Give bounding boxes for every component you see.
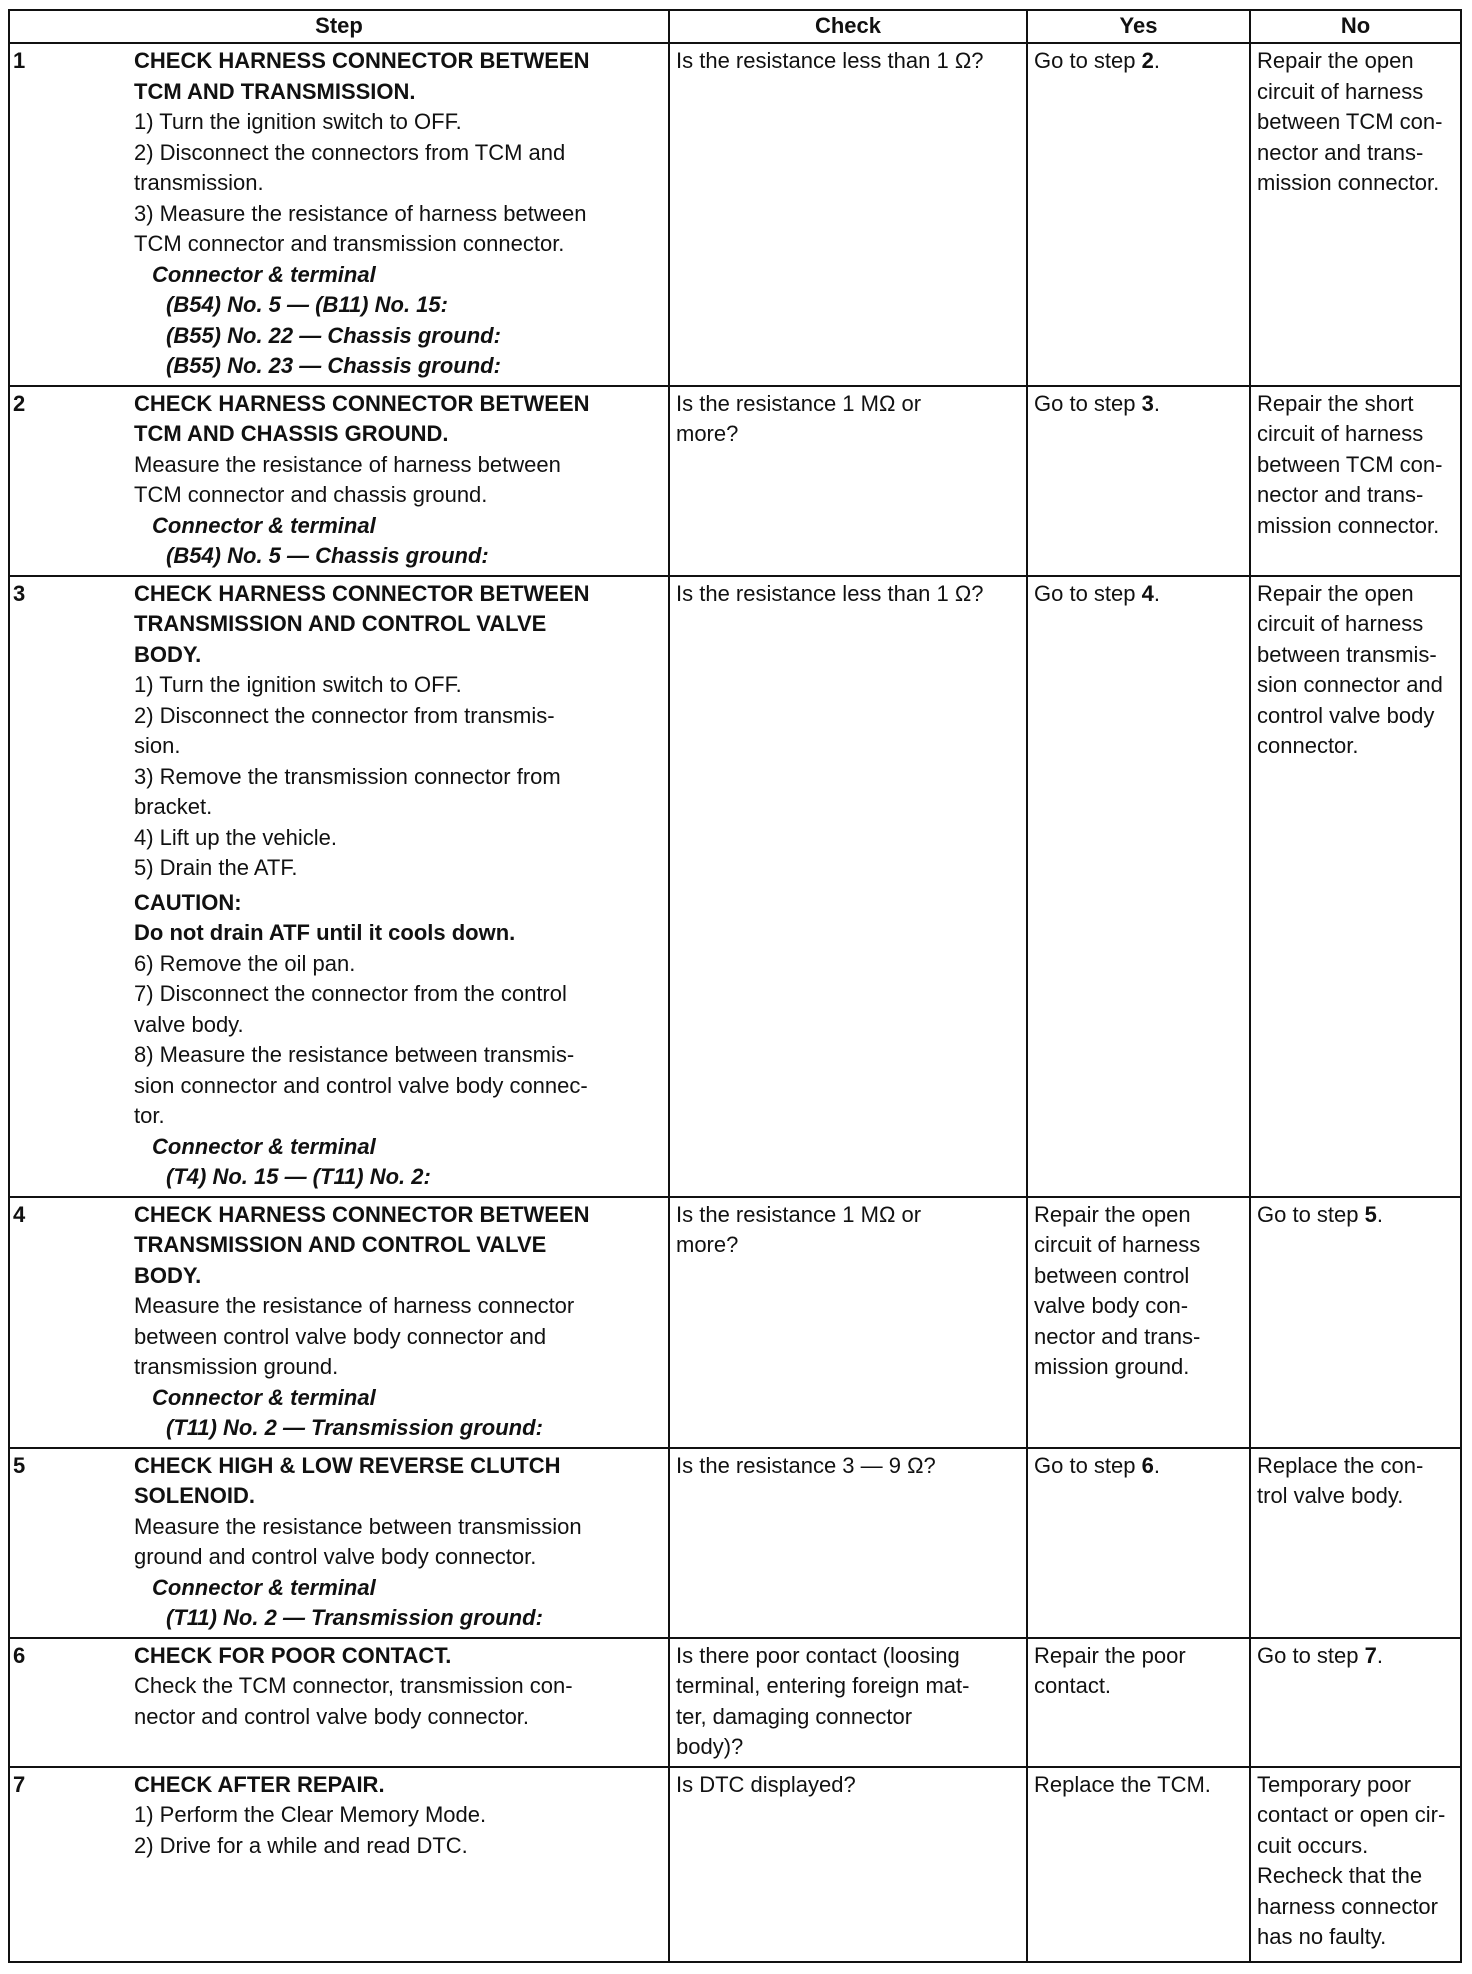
step-text: Measure the resistance of harness between <box>134 451 561 477</box>
no-cell <box>1250 1767 1461 1962</box>
step-text: 1) Perform the Clear Memory Mode. <box>134 1802 487 1827</box>
step-text: TCM connector and transmission connector. <box>134 231 565 256</box>
yes-text: Repair the open <box>1034 1201 1191 1227</box>
check-text: Is the resistance 1 MΩ or <box>676 1201 922 1227</box>
step-title: CHECK HARNESS CONNECTOR BETWEEN <box>134 390 590 416</box>
step-text: 1) Turn the ignition switch to OFF. <box>134 672 462 697</box>
header-step: Step <box>9 10 669 43</box>
yes-cell <box>1027 1197 1250 1448</box>
step-text: transmission. <box>134 170 264 195</box>
step-text: 1) Turn the ignition switch to OFF. <box>134 109 462 134</box>
no-text: Go to step 7. <box>1257 1642 1383 1668</box>
no-text: Repair the open <box>1257 580 1414 606</box>
check-cell <box>669 1767 1027 1962</box>
step-description <box>132 576 669 1197</box>
step-text: nector and control valve body connector. <box>134 1703 530 1729</box>
yes-text: circuit of harness <box>1034 1232 1201 1257</box>
step-text: transmission ground. <box>134 1354 339 1379</box>
no-text: between transmis- <box>1257 641 1437 667</box>
step-number: 6 <box>9 1638 132 1767</box>
no-text: Replace the con- <box>1257 1452 1424 1478</box>
no-text: trol valve body. <box>1257 1483 1404 1508</box>
troubleshooting-table <box>8 9 1462 1963</box>
step-description <box>132 43 669 386</box>
yes-text: mission ground. <box>1034 1354 1190 1379</box>
step-title: CHECK HIGH & LOW REVERSE CLUTCH <box>134 1452 561 1478</box>
check-cell <box>669 576 1027 1197</box>
no-text: Temporary poor <box>1257 1771 1412 1797</box>
yes-text: nector and trans- <box>1034 1323 1201 1349</box>
step-text: ground and control valve body connector. <box>134 1544 537 1569</box>
check-text: body)? <box>676 1734 744 1759</box>
no-text: Repair the open <box>1257 48 1414 73</box>
caution-note <box>134 888 662 949</box>
yes-cell <box>1027 1448 1250 1638</box>
no-cell <box>1250 1197 1461 1448</box>
step-number: 1 <box>9 43 132 386</box>
step-title: CHECK FOR POOR CONTACT. <box>134 1642 452 1668</box>
step-title: CHECK HARNESS CONNECTOR BETWEEN <box>134 580 590 606</box>
step-text: 2) Drive for a while and read DTC. <box>134 1832 468 1858</box>
step-number: 7 <box>9 1767 132 1962</box>
no-text: nector and trans- <box>1257 482 1424 507</box>
step-text: Check the TCM connector, transmission con- <box>134 1673 573 1698</box>
step-number: 5 <box>9 1448 132 1638</box>
check-text: ter, damaging connector <box>676 1703 913 1729</box>
check-cell <box>669 1638 1027 1767</box>
yes-text: valve body con- <box>1034 1293 1189 1318</box>
step-text: 5) Drain the ATF. <box>134 855 298 880</box>
yes-text: Replace the TCM. <box>1034 1771 1211 1797</box>
step-number: 2 <box>9 386 132 576</box>
step-text: 7) Disconnect the connector from the control <box>134 981 567 1006</box>
header-row <box>9 10 1461 43</box>
yes-text: Repair the poor <box>1034 1642 1186 1668</box>
connector-terminal-item: (T11) No. 2 — Transmission ground: <box>166 1415 543 1440</box>
no-text: mission connector. <box>1257 170 1440 195</box>
step-title: TRANSMISSION AND CONTROL VALVE <box>134 611 547 636</box>
table-row <box>9 1197 1461 1448</box>
connector-terminal-item: (T11) No. 2 — Transmission ground: <box>166 1605 543 1630</box>
caution-text: Do not drain ATF until it cools down. <box>134 920 516 945</box>
check-text: Is there poor contact (loosing <box>676 1642 960 1668</box>
table-row <box>9 1448 1461 1638</box>
connector-terminal-heading: Connector & terminal <box>152 1133 376 1159</box>
connector-terminal-heading: Connector & terminal <box>152 1384 376 1410</box>
no-text: Go to step 5. <box>1257 1201 1383 1227</box>
check-text: Is the resistance 1 MΩ or <box>676 390 922 416</box>
step-description <box>132 1767 669 1962</box>
no-text: nector and trans- <box>1257 139 1424 165</box>
step-title: TCM AND TRANSMISSION. <box>134 78 416 104</box>
yes-text: between control <box>1034 1262 1190 1288</box>
yes-cell <box>1027 1638 1250 1767</box>
check-text: more? <box>676 421 739 446</box>
yes-cell <box>1027 43 1250 386</box>
connector-terminal-item: (B54) No. 5 — Chassis ground: <box>166 543 489 568</box>
no-text: circuit of harness <box>1257 421 1424 446</box>
step-title: CHECK AFTER REPAIR. <box>134 1771 385 1797</box>
no-text: Repair the short <box>1257 390 1414 416</box>
yes-text: Go to step 2. <box>1034 48 1160 73</box>
step-title: BODY. <box>134 641 202 667</box>
no-text: between TCM con- <box>1257 109 1443 134</box>
connector-terminal-item: (B55) No. 22 — Chassis ground: <box>166 322 501 348</box>
step-description <box>132 386 669 576</box>
check-text: Is the resistance 3 — 9 Ω? <box>676 1452 936 1478</box>
check-text: more? <box>676 1232 739 1257</box>
table-row <box>9 386 1461 576</box>
yes-cell <box>1027 386 1250 576</box>
yes-text: Go to step 3. <box>1034 390 1160 416</box>
no-text: contact or open cir- <box>1257 1802 1446 1827</box>
step-text: 2) Disconnect the connector from transmis- <box>134 702 555 728</box>
connector-terminal-item: (B55) No. 23 — Chassis ground: <box>166 353 501 378</box>
no-text: Recheck that the <box>1257 1863 1423 1888</box>
step-number: 3 <box>9 576 132 1197</box>
step-text: sion connector and control valve body connec- <box>134 1072 588 1098</box>
no-text: between TCM con- <box>1257 451 1443 477</box>
step-text: 3) Remove the transmission connector from <box>134 763 561 789</box>
step-text: 4) Lift up the vehicle. <box>134 824 338 850</box>
step-text: between control valve body connector and <box>134 1323 547 1349</box>
step-title: TRANSMISSION AND CONTROL VALVE <box>134 1232 547 1257</box>
step-text: Measure the resistance of harness connector <box>134 1293 575 1318</box>
no-cell <box>1250 43 1461 386</box>
yes-text: contact. <box>1034 1673 1112 1698</box>
header-no: No <box>1250 10 1461 43</box>
step-text: 3) Measure the resistance of harness between <box>134 200 587 226</box>
yes-cell <box>1027 1767 1250 1962</box>
header-yes: Yes <box>1027 10 1250 43</box>
table-row <box>9 576 1461 1197</box>
no-text: cuit occurs. <box>1257 1832 1369 1858</box>
check-cell <box>669 43 1027 386</box>
no-text: harness connector <box>1257 1893 1438 1919</box>
no-cell <box>1250 1448 1461 1638</box>
yes-text: Go to step 6. <box>1034 1452 1160 1478</box>
no-cell <box>1250 1638 1461 1767</box>
troubleshooting-table-container <box>8 9 1460 1974</box>
no-text: sion connector and <box>1257 672 1443 697</box>
table-row <box>9 43 1461 386</box>
caution-text: CAUTION: <box>134 889 242 915</box>
table-body <box>9 43 1461 1962</box>
step-title: CHECK HARNESS CONNECTOR BETWEEN <box>134 48 590 73</box>
no-text: has no faulty. <box>1257 1924 1387 1949</box>
step-title: TCM AND CHASSIS GROUND. <box>134 421 449 446</box>
step-text: TCM connector and chassis ground. <box>134 482 488 507</box>
check-text: Is DTC displayed? <box>676 1771 856 1797</box>
no-text: connector. <box>1257 733 1359 758</box>
table-row <box>9 1767 1461 1962</box>
connector-terminal-item: (T4) No. 15 — (T11) No. 2: <box>166 1164 431 1189</box>
no-text: circuit of harness <box>1257 78 1424 104</box>
connector-terminal-item: (B54) No. 5 — (B11) No. 15: <box>166 292 448 317</box>
step-text: bracket. <box>134 794 213 819</box>
check-text: Is the resistance less than 1 Ω? <box>676 580 984 606</box>
yes-text: Go to step 4. <box>1034 580 1160 606</box>
no-text: circuit of harness <box>1257 611 1424 636</box>
connector-terminal-heading: Connector & terminal <box>152 1574 376 1600</box>
step-text: 6) Remove the oil pan. <box>134 950 356 976</box>
step-title: SOLENOID. <box>134 1483 256 1508</box>
step-title: BODY. <box>134 1262 202 1288</box>
step-description <box>132 1638 669 1767</box>
check-cell <box>669 386 1027 576</box>
step-description <box>132 1448 669 1638</box>
step-description <box>132 1197 669 1448</box>
step-number: 4 <box>9 1197 132 1448</box>
check-text: terminal, entering foreign mat- <box>676 1673 970 1698</box>
connector-terminal-heading: Connector & terminal <box>152 512 376 538</box>
header-check: Check <box>669 10 1027 43</box>
step-text: valve body. <box>134 1011 244 1037</box>
connector-terminal-heading: Connector & terminal <box>152 261 376 287</box>
check-cell <box>669 1197 1027 1448</box>
yes-cell <box>1027 576 1250 1197</box>
step-text: 2) Disconnect the connectors from TCM and <box>134 139 566 165</box>
no-cell <box>1250 386 1461 576</box>
step-text: sion. <box>134 733 181 758</box>
step-text: Measure the resistance between transmission <box>134 1513 582 1539</box>
check-text: Is the resistance less than 1 Ω? <box>676 48 984 73</box>
no-text: mission connector. <box>1257 512 1440 538</box>
no-text: control valve body <box>1257 702 1435 728</box>
check-cell <box>669 1448 1027 1638</box>
no-cell <box>1250 576 1461 1197</box>
step-text: tor. <box>134 1103 165 1128</box>
step-text: 8) Measure the resistance between transmis- <box>134 1042 575 1067</box>
table-row <box>9 1638 1461 1767</box>
step-title: CHECK HARNESS CONNECTOR BETWEEN <box>134 1201 590 1227</box>
